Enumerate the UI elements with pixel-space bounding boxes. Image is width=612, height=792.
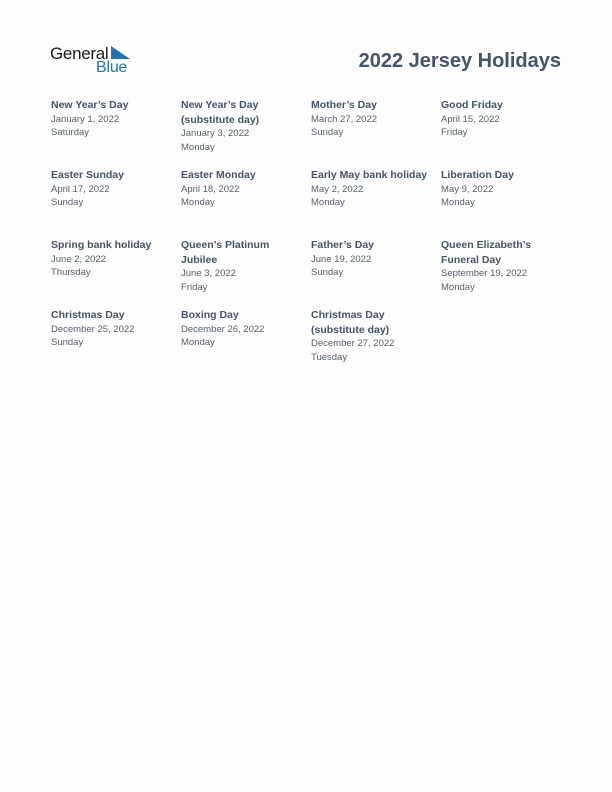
holiday-item [441, 98, 567, 140]
logo-triangle-icon [111, 46, 130, 59]
holiday-item [181, 308, 307, 350]
holiday-date: April 15, 2022 [441, 113, 500, 125]
holiday-weekday: Sunday [51, 337, 84, 348]
holiday-name: Queen’s Platinum Jubilee [181, 239, 270, 266]
holiday-item [441, 238, 541, 294]
holiday-date: April 18, 2022 [181, 183, 240, 195]
holiday-item [311, 98, 437, 140]
holiday-date: May 2, 2022 [311, 183, 364, 195]
holiday-date: December 25, 2022 [51, 323, 135, 335]
holiday-name: Christmas Day (substitute day) [311, 309, 390, 336]
holiday-date: September 19, 2022 [441, 268, 528, 279]
holiday-item [311, 238, 437, 280]
holiday-weekday: Monday [441, 281, 475, 293]
holiday-weekday: Monday [311, 197, 345, 208]
holiday-item [311, 308, 411, 364]
holiday-date: June 3, 2022 [181, 268, 236, 279]
holiday-date: January 3, 2022 [181, 128, 250, 139]
holiday-name: Good Friday [441, 99, 503, 111]
holiday-date: June 2, 2022 [51, 253, 106, 265]
holiday-item [181, 238, 281, 294]
holiday-date: May 9, 2022 [441, 183, 494, 195]
holiday-item [51, 238, 177, 280]
logo-word-general: General [50, 44, 109, 63]
holiday-weekday: Monday [181, 141, 215, 153]
holiday-item [51, 98, 177, 140]
logo-word-blue: Blue [96, 59, 128, 76]
holiday-name: Spring bank holiday [51, 239, 152, 251]
holiday-name: Easter Monday [181, 169, 256, 181]
holiday-name: New Year’s Day [51, 99, 129, 111]
holiday-date: March 27, 2022 [311, 113, 378, 125]
holiday-weekday: Thursday [51, 267, 91, 278]
holiday-item [51, 308, 177, 350]
holiday-name: Early May bank holiday [311, 169, 428, 181]
page-title: 2022 Jersey Holidays [358, 50, 561, 72]
holiday-weekday: Sunday [311, 127, 344, 138]
holiday-weekday: Sunday [51, 197, 84, 208]
holiday-weekday: Monday [181, 337, 215, 348]
holiday-name: Mother’s Day [311, 99, 377, 111]
holiday-item [181, 98, 281, 154]
holiday-name: Queen Elizabeth’s Funeral Day [441, 239, 532, 266]
generalblue-logo [50, 44, 140, 78]
holiday-date: December 26, 2022 [181, 323, 265, 335]
holiday-weekday: Friday [441, 127, 468, 138]
holiday-name: Christmas Day [51, 309, 125, 321]
holiday-name: Liberation Day [441, 169, 514, 181]
holiday-weekday: Friday [181, 281, 208, 293]
holiday-item [51, 168, 177, 210]
holiday-date: April 17, 2022 [51, 183, 110, 195]
holiday-date: June 19, 2022 [311, 253, 372, 265]
holiday-name: Boxing Day [181, 309, 239, 321]
holiday-weekday: Saturday [51, 127, 90, 138]
holiday-item [181, 168, 307, 210]
holiday-date: January 1, 2022 [51, 113, 120, 125]
holiday-weekday: Monday [441, 197, 475, 208]
holiday-name: New Year’s Day (substitute day) [181, 99, 260, 126]
holiday-name: Easter Sunday [51, 169, 124, 181]
holiday-weekday: Tuesday [311, 351, 348, 363]
holiday-weekday: Monday [181, 197, 215, 208]
holiday-item [441, 168, 567, 210]
holiday-weekday: Sunday [311, 267, 344, 278]
holiday-date: December 27, 2022 [311, 338, 395, 349]
holiday-item [311, 168, 439, 210]
holiday-name: Father’s Day [311, 239, 375, 251]
